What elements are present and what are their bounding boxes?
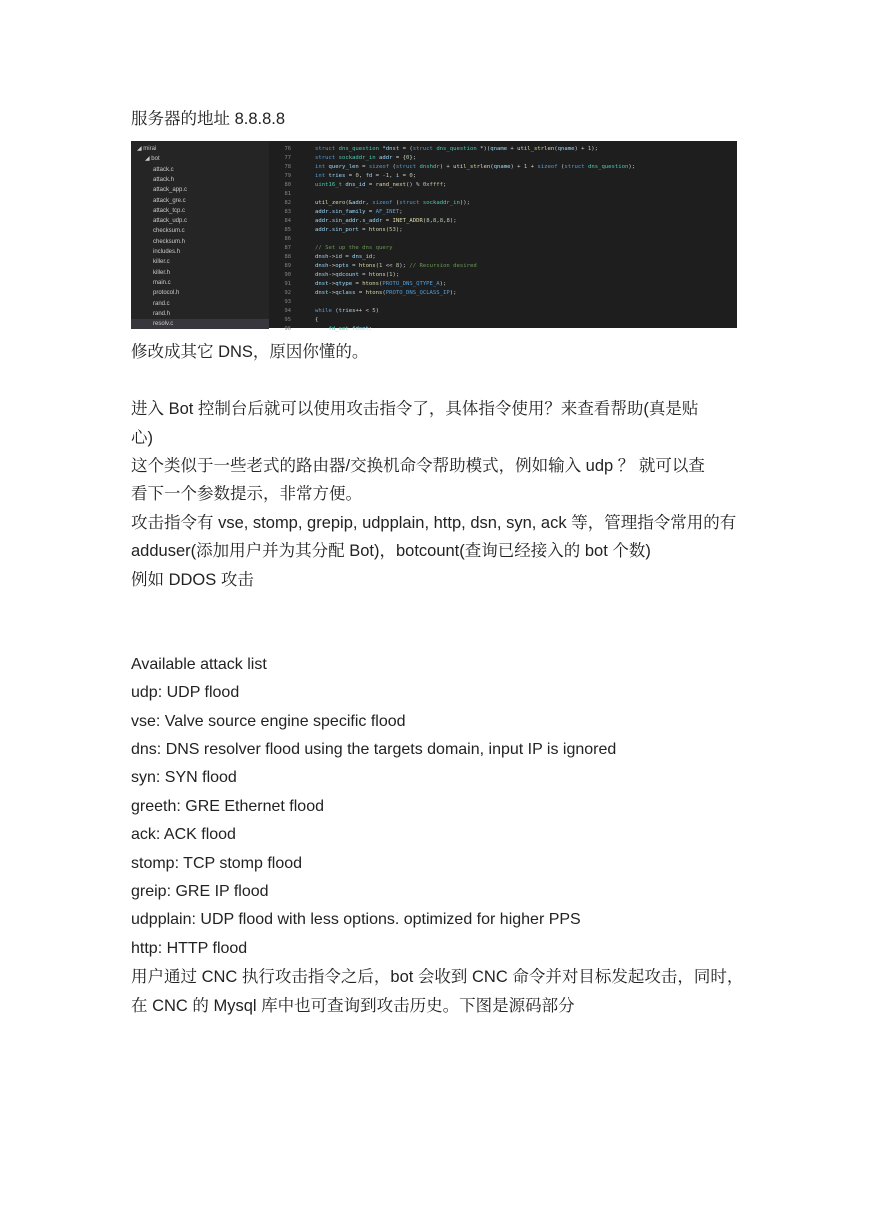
- folder-item[interactable]: ◢ mirai: [137, 146, 157, 152]
- file-item[interactable]: attack.h: [153, 176, 175, 183]
- code-line: addr.sin_port = htons(53);: [315, 227, 403, 233]
- line-number: 83: [284, 209, 291, 215]
- code-line: while (tries++ < 5): [315, 308, 380, 314]
- line-number: 80: [284, 182, 291, 188]
- line-number: 96: [284, 326, 291, 332]
- code-line: dnsh->qdcount = htons(1);: [315, 272, 400, 278]
- code-line: dnsh->opts = htons(1 << 8); // Recursion desired: [315, 263, 477, 269]
- line-number: 87: [284, 245, 291, 251]
- code-line: dnst->qtype = htons(PROTO_DNS_QTYPE_A);: [315, 281, 447, 287]
- code-line: struct sockaddr_in addr = {0};: [315, 155, 417, 161]
- attack-list-item: udpplain: UDP flood with less options. optimized for higher PPS: [131, 911, 581, 928]
- file-item[interactable]: includes.h: [153, 249, 181, 255]
- code-editor: [315, 141, 735, 332]
- line-number: 91: [284, 281, 291, 287]
- code-line: addr.sin_addr.s_addr = INET_ADDR(8,8,8,8);: [315, 218, 457, 224]
- cnc-text-line1: 用户通过 CNC 执行攻击指令之后，bot 会收到 CNC 命令并对目标发起攻击，同时，: [131, 968, 744, 986]
- line-number: 92: [284, 290, 291, 296]
- line-number: 76: [284, 146, 291, 152]
- file-item[interactable]: attack.c: [153, 166, 174, 173]
- help-mode-text-line2: 看下一个参数提示，非常方便。: [131, 485, 362, 503]
- code-line: addr.sin_family = AF_INET;: [315, 209, 403, 215]
- file-item[interactable]: resolv.c: [131, 319, 269, 329]
- code-line: util_zero(&addr, sizeof (struct sockaddr_in));: [315, 200, 471, 206]
- attack-commands-text-line2: adduser(添加用户并为其分配 Bot)，botcount(查询已经接入的 bot 个数): [131, 542, 651, 560]
- line-number: 84: [284, 218, 291, 224]
- code-line: fd_set fdset;: [328, 326, 373, 332]
- attack-list-item: greeth: GRE Ethernet flood: [131, 798, 324, 815]
- folder-item[interactable]: ◢ bot: [145, 156, 160, 163]
- attack-list-item: greip: GRE IP flood: [131, 883, 269, 900]
- file-item[interactable]: killer.c: [153, 259, 170, 266]
- attack-list-item: vse: Valve source engine specific flood: [131, 713, 406, 730]
- code-line: dnst->qclass = htons(PROTO_DNS_QCLASS_IP);: [315, 290, 457, 296]
- help-mode-text-line1: 这个类似于一些老式的路由器/交换机命令帮助模式，例如输入 udp ？ 就可以查: [131, 457, 705, 475]
- code-line: int tries = 0, fd = -1, i = 0;: [315, 173, 417, 179]
- file-item[interactable]: attack_tcp.c: [153, 207, 186, 214]
- file-item[interactable]: attack_app.c: [153, 187, 188, 194]
- file-item[interactable]: rand.c: [153, 300, 170, 307]
- line-number: 86: [284, 236, 291, 242]
- cnc-text-line2: 在 CNC 的 Mysql 库中也可查询到攻击历史。下图是源码部分: [131, 997, 575, 1015]
- line-number: 79: [284, 173, 291, 179]
- line-number: 93: [284, 299, 291, 305]
- file-tree: [131, 141, 269, 328]
- file-item[interactable]: checksum.c: [153, 228, 185, 235]
- line-number: 78: [284, 164, 291, 170]
- file-item[interactable]: protocol.h: [153, 290, 180, 297]
- file-item[interactable]: attack_udp.c: [153, 218, 188, 225]
- file-item[interactable]: killer.h: [153, 269, 171, 276]
- line-number: 88: [284, 254, 291, 260]
- example-text: 例如 DDOS 攻击: [131, 571, 254, 589]
- line-number: 94: [284, 308, 291, 314]
- file-item[interactable]: rand.h: [153, 310, 171, 317]
- bot-console-text-line1: 进入 Bot 控制台后就可以使用攻击指令了，具体指令使用？来查看帮助(真是贴: [131, 400, 699, 418]
- code-line: dnsh->id = dns_id;: [315, 254, 376, 260]
- code-line: // Set up the dns query: [315, 245, 393, 251]
- line-number: 90: [284, 272, 291, 278]
- line-number-gutter: [269, 141, 309, 332]
- bot-console-text-line2: 心): [131, 429, 153, 447]
- line-number: 89: [284, 263, 291, 269]
- attack-list-item: dns: DNS resolver flood using the targets domain, input IP is ignored: [131, 741, 617, 758]
- code-line: {: [315, 317, 319, 323]
- server-address-text: 服务器的地址 8.8.8.8: [131, 110, 286, 128]
- code-line: struct dns_question *dnst = (struct dns_question *)(qname + util_strlen(qname) + 1);: [315, 146, 599, 152]
- line-number: 77: [284, 155, 291, 161]
- line-number: 81: [284, 191, 291, 197]
- file-item[interactable]: checksum.h: [153, 238, 186, 245]
- attack-list-item: ack: ACK flood: [131, 826, 236, 843]
- modify-dns-text: 修改成其它 DNS，原因你懂的。: [131, 343, 369, 361]
- line-number: 82: [284, 200, 291, 206]
- attack-list-item: stomp: TCP stomp flood: [131, 855, 303, 872]
- attack-list-heading: Available attack list: [131, 656, 267, 673]
- file-item[interactable]: main.c: [153, 279, 171, 286]
- code-screenshot: [131, 141, 737, 332]
- attack-list-item: http: HTTP flood: [131, 940, 248, 957]
- line-number: 85: [284, 227, 291, 233]
- attack-list-item: udp: UDP flood: [131, 684, 240, 701]
- attack-commands-text-line1: 攻击指令有 vse, stomp, grepip, udpplain, http, dsn, syn, ack 等，管理指令常用的有: [131, 514, 737, 532]
- line-number: 95: [284, 317, 291, 323]
- attack-list-item: syn: SYN flood: [131, 769, 237, 786]
- file-item[interactable]: attack_gre.c: [153, 197, 186, 204]
- code-line: int query_len = sizeof (struct dnshdr) + util_strlen(qname) + 1 + sizeof (struct dns_question);: [315, 164, 636, 170]
- code-line: uint16_t dns_id = rand_next() % 0xffff;: [315, 182, 447, 188]
